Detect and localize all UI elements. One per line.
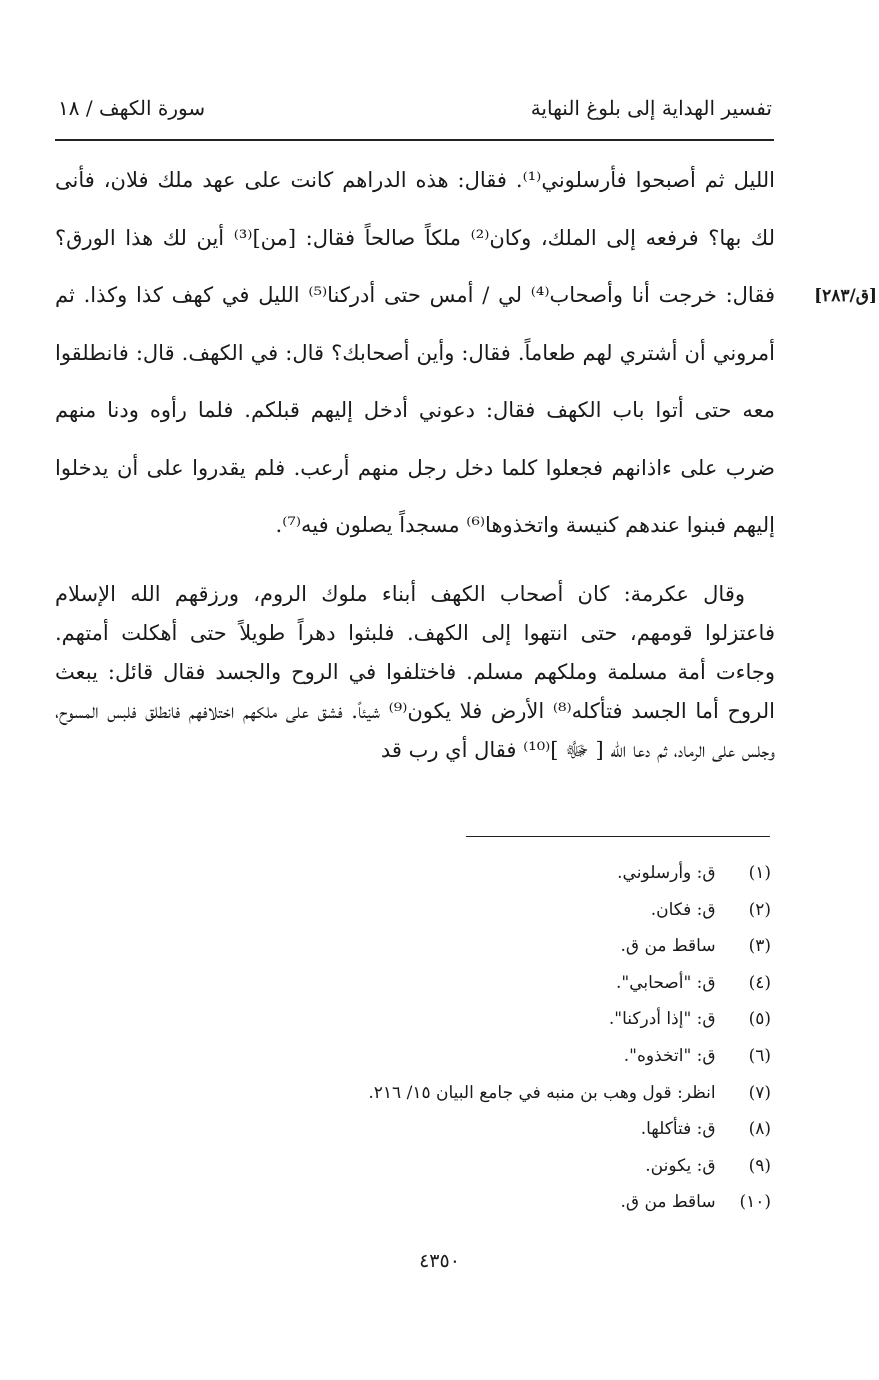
paragraph-1: الليل ثم أصبحوا فأرسلوني⁽¹⁾. فقال: هذه الدراهم كانت على عهد ملك فلان، فأنى لك بها؟ فرفعه إلى الملك، وكان⁽²⁾ ملكاً صالحاً فقال: [من]⁽³⁾ أين لك هذا الورق؟ فقال: خرجت أنا وأصحاب⁽⁴⁾ لي / أمس حتى أدركنا⁽⁵⁾ الليل في كهف كذا وكذا. ثم أمروني أن أشتري لهم طعاماً. فقال: وأين أصحابك؟ قال: في الكهف. قال: فانطلقوا معه حتى أتوا باب الكهف فقال: دعوني أدخل إليهم قبلكم. فلما رأوه ودنا منهم ضرب على ءاذانهم فجعلوا كلما دخل رجل منهم أرعب. فلم يقدروا على أن يدخلوا إليهم فبنوا عندهم كنيسة واتخذوها⁽⁶⁾ مسجداً يصلون فيه⁽⁷⁾. xyxy=(55,168,776,537)
footnote-item xyxy=(211,892,771,929)
footnote-text: ق: وأرسلوني. xyxy=(617,863,716,883)
footnote-item xyxy=(211,928,771,965)
footnote-number: (٤) xyxy=(748,972,771,993)
header-divider xyxy=(55,139,774,141)
footnote-number: (٢) xyxy=(748,899,771,920)
footnote-text: ق: فتأكلها. xyxy=(640,1119,716,1140)
footnote-item xyxy=(211,1075,771,1112)
footnote-item xyxy=(211,1038,771,1075)
main-text xyxy=(55,152,775,555)
page-number: ٤٣٥٠ xyxy=(419,1250,460,1272)
footnote-number: (١٠) xyxy=(739,1192,771,1213)
footnote-number: (٧) xyxy=(748,1082,771,1103)
footnote-item xyxy=(211,1148,771,1185)
footnote-item xyxy=(211,1001,771,1038)
running-header xyxy=(58,96,772,132)
footnote-text: ساقط من ق. xyxy=(620,1192,716,1213)
footnote-text: ق: يكونن. xyxy=(645,1155,716,1176)
footnote-text: ق: "إذا أدركنا". xyxy=(608,1009,716,1030)
footnote-number: (٦) xyxy=(748,1045,771,1066)
manuscript-folio-marker: [ق/٢٨٣] xyxy=(814,286,877,306)
footnote-number: (٥) xyxy=(748,1009,771,1030)
footnote-text: ق: "اتخذوه". xyxy=(623,1045,716,1066)
footnote-text: ساقط من ق. xyxy=(620,936,716,957)
footnote-item xyxy=(211,1111,771,1148)
footnote-item xyxy=(211,855,771,892)
footnote-text: ق: فكان. xyxy=(650,899,716,920)
footnote-number: (١) xyxy=(748,863,771,883)
footnote-number: (٩) xyxy=(748,1155,771,1176)
book-title: تفسير الهداية إلى بلوغ النهاية xyxy=(530,96,772,120)
footnote-text: انظر: قول وهب بن منبه في جامع البيان ١٥/ ٢١٦. xyxy=(368,1082,716,1103)
footnotes xyxy=(211,855,771,1221)
surah-title: سورة الكهف / ١٨ xyxy=(58,96,206,120)
paragraph-2: وقال عكرمة: كان أصحاب الكهف أبناء ملوك الروم، ورزقهم الله الإسلام فاعتزلوا قومهم، حتى انتهوا إلى الكهف. فلبثوا دهراً طويلاً حتى أهكلت أمتهم. وجاءت أمة مسلمة وملكهم مسلم. فاختلفوا في الروح والجسد فقال قائل: يبعث الروح أما الجسد فتأكله⁽⁸⁾ الأرض فلا يكون⁽⁹⁾ شيئاً. فشق على ملكهم اختلافهم فانطلق فلبس المسوح، وجلس على الرماد، ثم دعا الله [ ﷻ ]⁽¹⁰⁾ فقال أي رب قد xyxy=(55,582,775,762)
footnote-number: (٨) xyxy=(748,1119,771,1140)
footnote-number: (٣) xyxy=(748,936,771,957)
main-text-continued xyxy=(55,575,775,770)
footnote-text: ق: "أصحابي". xyxy=(616,972,716,993)
footnote-item xyxy=(211,1184,771,1221)
footnote-divider xyxy=(466,836,770,837)
footnote-item xyxy=(211,965,771,1002)
